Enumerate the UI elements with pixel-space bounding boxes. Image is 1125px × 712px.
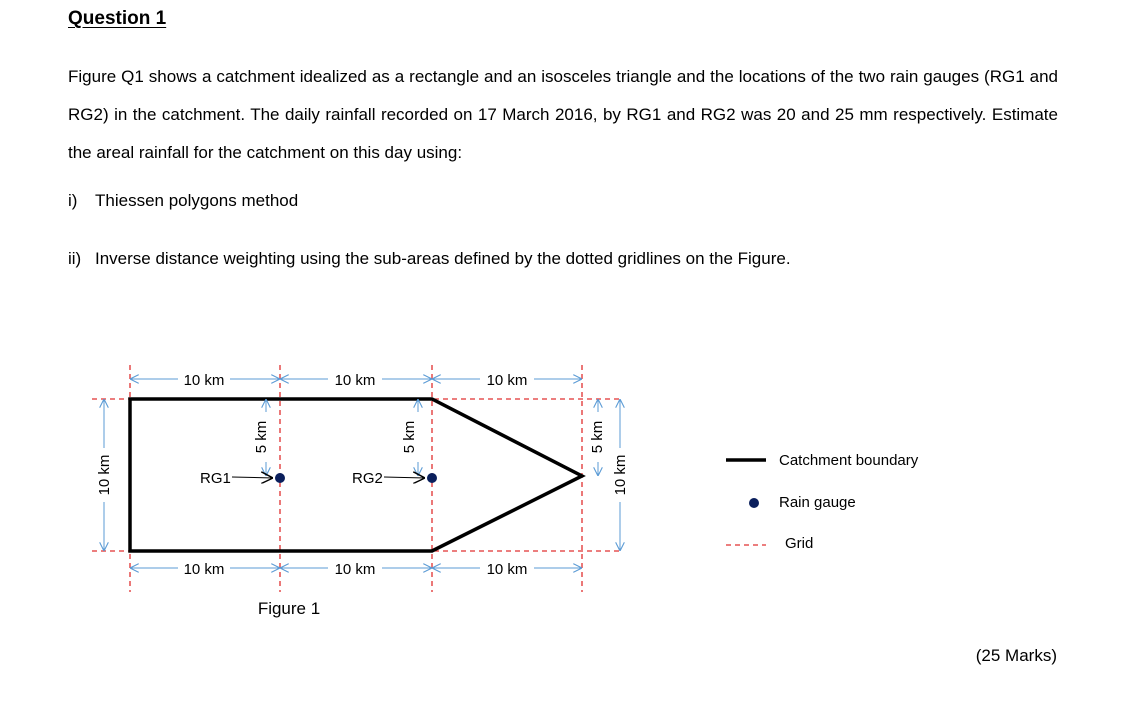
rg1-label: RG1 (200, 470, 231, 487)
rain-gauge-rg2 (427, 473, 437, 483)
rg2-label: RG2 (352, 470, 383, 487)
list-item-text: Inverse distance weighting using the sub-areas defined by the dotted gridlines on the Figure. (95, 249, 791, 268)
rg2-pointer-arrow (384, 477, 425, 478)
top-dimension-2: 10 km (334, 372, 376, 389)
figure-caption: Figure 1 (257, 599, 321, 618)
legend (726, 452, 919, 552)
bottom-dimension-2: 10 km (334, 561, 376, 578)
right-dimension: 10 km (612, 454, 629, 496)
list-item-text: Thiessen polygons method (95, 191, 299, 210)
list-item-number: ii) (68, 249, 82, 268)
left-dimension: 10 km (96, 454, 113, 496)
bottom-dimension-3: 10 km (486, 561, 528, 578)
legend-grid-label: Grid (785, 535, 814, 552)
question-paragraph: Figure Q1 shows a catchment idealized as a rectangle and an isosceles triangle and the locations of the two rain gauges (RG1 and RG2) in the catchment. The daily rainfall recorded on 17 March 2016, by RG1 and RG2 was 20 and 25 mm respectively. Estimate the areal rainfall for the catchment on this day using: (68, 67, 1058, 162)
question-heading: Question 1 (68, 8, 167, 29)
list-item-number: i) (68, 191, 78, 210)
bottom-dimension-1: 10 km (183, 561, 225, 578)
inner-dimension-rg1: 5 km (253, 420, 270, 454)
rg1-pointer-arrow (232, 477, 273, 478)
legend-gauge-label: Rain gauge (779, 494, 856, 511)
top-dimension-3: 10 km (486, 372, 528, 389)
top-dimension-1: 10 km (183, 372, 225, 389)
marks-label: (25 Marks) (975, 646, 1057, 665)
inner-dimension-apex: 5 km (589, 420, 606, 454)
legend-gauge-swatch (749, 498, 759, 508)
legend-boundary-label: Catchment boundary (779, 452, 919, 469)
rain-gauge-rg1 (275, 473, 285, 483)
inner-dimension-rg2: 5 km (401, 420, 418, 454)
